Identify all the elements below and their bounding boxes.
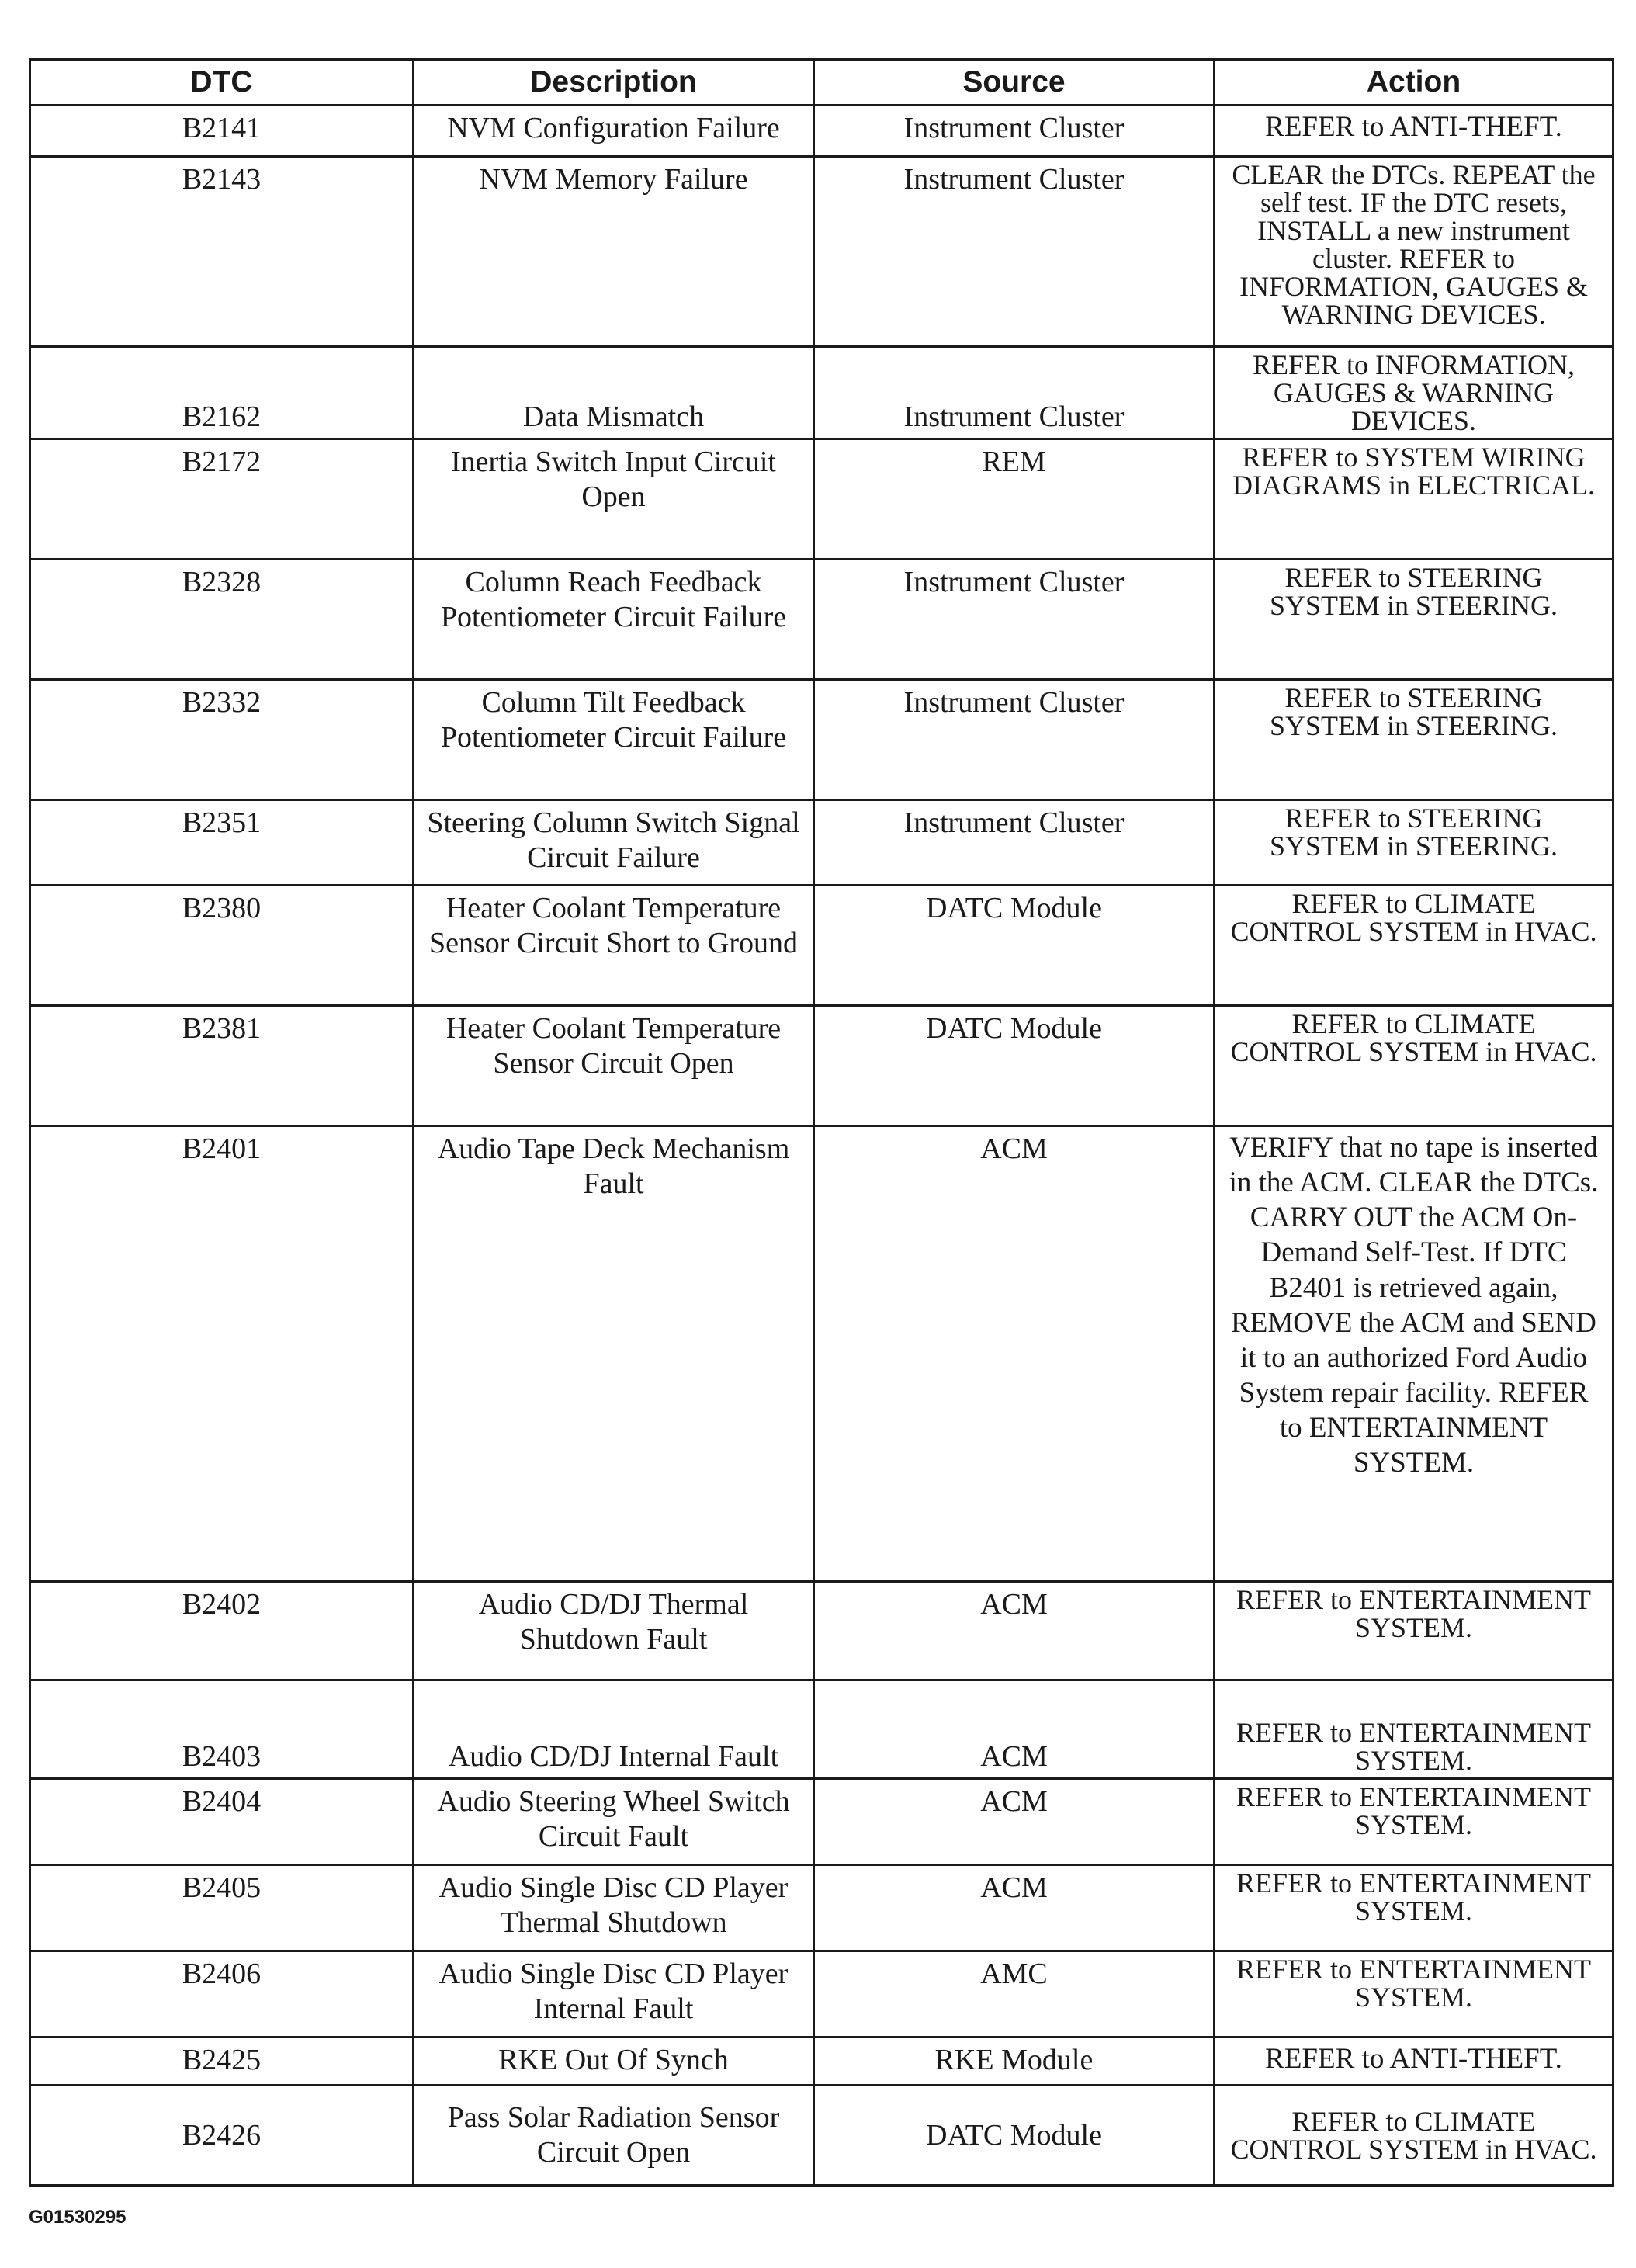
dtc-source: Instrument Cluster bbox=[814, 157, 1215, 347]
dtc-source: Instrument Cluster bbox=[814, 560, 1215, 680]
dtc-action: REFER to STEERING SYSTEM in STEERING. bbox=[1215, 680, 1613, 800]
dtc-description: Audio CD/DJ Thermal Shutdown Fault bbox=[414, 1582, 814, 1680]
dtc-description: Audio Steering Wheel Switch Circuit Fault bbox=[414, 1779, 814, 1865]
dtc-source: ACM bbox=[814, 1779, 1215, 1865]
dtc-action: REFER to CLIMATE CONTROL SYSTEM in HVAC. bbox=[1215, 886, 1613, 1006]
dtc-source: Instrument Cluster bbox=[814, 347, 1215, 439]
dtc-source: ACM bbox=[814, 1680, 1215, 1779]
dtc-code: B2425 bbox=[30, 2037, 414, 2086]
dtc-code: B2403 bbox=[30, 1680, 414, 1779]
dtc-description: Inertia Switch Input Circuit Open bbox=[414, 439, 814, 560]
dtc-table bbox=[29, 58, 1614, 2187]
dtc-code: B2406 bbox=[30, 1951, 414, 2037]
dtc-action: REFER to STEERING SYSTEM in STEERING. bbox=[1215, 800, 1613, 886]
table-row bbox=[30, 106, 1613, 157]
dtc-action: CLEAR the DTCs. REPEAT the self test. IF the DTC resets, INSTALL a new instrument cluster. REFER to INFORMATION, GAUGES & WARNING DEVICES. bbox=[1215, 157, 1613, 347]
table-row bbox=[30, 560, 1613, 680]
dtc-code: B2401 bbox=[30, 1126, 414, 1582]
table-row bbox=[30, 800, 1613, 886]
dtc-code: B2141 bbox=[30, 106, 414, 157]
dtc-source: Instrument Cluster bbox=[814, 680, 1215, 800]
dtc-code: B2404 bbox=[30, 1779, 414, 1865]
dtc-action: REFER to ENTERTAINMENT SYSTEM. bbox=[1215, 1680, 1613, 1779]
dtc-code: B2402 bbox=[30, 1582, 414, 1680]
dtc-description: Column Tilt Feedback Potentiometer Circuit Failure bbox=[414, 680, 814, 800]
header-description: Description bbox=[414, 60, 814, 106]
dtc-source: ACM bbox=[814, 1865, 1215, 1951]
dtc-description: Heater Coolant Temperature Sensor Circuit Open bbox=[414, 1006, 814, 1126]
dtc-action: VERIFY that no tape is inserted in the ACM. CLEAR the DTCs. CARRY OUT the ACM On-Demand Self-Test. If DTC B2401 is retrieved again, REMOVE the ACM and SEND it to an authorized Ford Audio System repair facility. REFER to ENTERTAINMENT SYSTEM. bbox=[1215, 1126, 1613, 1582]
dtc-description: Audio CD/DJ Internal Fault bbox=[414, 1680, 814, 1779]
table-row bbox=[30, 439, 1613, 560]
dtc-source: Instrument Cluster bbox=[814, 106, 1215, 157]
dtc-source: DATC Module bbox=[814, 1006, 1215, 1126]
dtc-code: B2328 bbox=[30, 560, 414, 680]
table-row bbox=[30, 1582, 1613, 1680]
dtc-action: REFER to ANTI-THEFT. bbox=[1215, 106, 1613, 157]
dtc-code: B2162 bbox=[30, 347, 414, 439]
dtc-code: B2332 bbox=[30, 680, 414, 800]
dtc-source: ACM bbox=[814, 1126, 1215, 1582]
dtc-action: REFER to SYSTEM WIRING DIAGRAMS in ELECTRICAL. bbox=[1215, 439, 1613, 560]
dtc-action: REFER to ENTERTAINMENT SYSTEM. bbox=[1215, 1779, 1613, 1865]
table-row bbox=[30, 1006, 1613, 1126]
table-row bbox=[30, 1951, 1613, 2037]
dtc-action: REFER to CLIMATE CONTROL SYSTEM in HVAC. bbox=[1215, 1006, 1613, 1126]
dtc-description: NVM Configuration Failure bbox=[414, 106, 814, 157]
table-row bbox=[30, 2037, 1613, 2086]
table-row bbox=[30, 1126, 1613, 1582]
dtc-action: REFER to CLIMATE CONTROL SYSTEM in HVAC. bbox=[1215, 2086, 1613, 2186]
header-row bbox=[30, 60, 1613, 106]
header-dtc: DTC bbox=[30, 60, 414, 106]
dtc-action: REFER to ENTERTAINMENT SYSTEM. bbox=[1215, 1865, 1613, 1951]
dtc-action: REFER to INFORMATION, GAUGES & WARNING DEVICES. bbox=[1215, 347, 1613, 439]
table-row bbox=[30, 2086, 1613, 2186]
table-row bbox=[30, 347, 1613, 439]
dtc-source: DATC Module bbox=[814, 886, 1215, 1006]
dtc-code: B2143 bbox=[30, 157, 414, 347]
header-source: Source bbox=[814, 60, 1215, 106]
figure-id: G01530295 bbox=[29, 2207, 127, 2228]
dtc-code: B2172 bbox=[30, 439, 414, 560]
dtc-action: REFER to STEERING SYSTEM in STEERING. bbox=[1215, 560, 1613, 680]
dtc-code: B2380 bbox=[30, 886, 414, 1006]
dtc-description: Pass Solar Radiation Sensor Circuit Open bbox=[414, 2086, 814, 2186]
dtc-source: DATC Module bbox=[814, 2086, 1215, 2186]
dtc-source: AMC bbox=[814, 1951, 1215, 2037]
dtc-source: RKE Module bbox=[814, 2037, 1215, 2086]
dtc-description: Audio Single Disc CD Player Thermal Shutdown bbox=[414, 1865, 814, 1951]
header-action: Action bbox=[1215, 60, 1613, 106]
table-body bbox=[30, 106, 1613, 2186]
dtc-source: REM bbox=[814, 439, 1215, 560]
dtc-action: REFER to ANTI-THEFT. bbox=[1215, 2037, 1613, 2086]
dtc-description: Audio Tape Deck Mechanism Fault bbox=[414, 1126, 814, 1582]
dtc-description: Data Mismatch bbox=[414, 347, 814, 439]
dtc-code: B2405 bbox=[30, 1865, 414, 1951]
table-row bbox=[30, 680, 1613, 800]
dtc-description: Audio Single Disc CD Player Internal Fault bbox=[414, 1951, 814, 2037]
dtc-description: Column Reach Feedback Potentiometer Circuit Failure bbox=[414, 560, 814, 680]
table-row bbox=[30, 1865, 1613, 1951]
dtc-source: Instrument Cluster bbox=[814, 800, 1215, 886]
dtc-action: REFER to ENTERTAINMENT SYSTEM. bbox=[1215, 1582, 1613, 1680]
table-row bbox=[30, 1779, 1613, 1865]
table-row bbox=[30, 1680, 1613, 1779]
dtc-code: B2426 bbox=[30, 2086, 414, 2186]
dtc-code: B2351 bbox=[30, 800, 414, 886]
table-row bbox=[30, 157, 1613, 347]
table-header bbox=[30, 60, 1613, 106]
dtc-description: RKE Out Of Synch bbox=[414, 2037, 814, 2086]
table-row bbox=[30, 886, 1613, 1006]
dtc-description: Heater Coolant Temperature Sensor Circuit Short to Ground bbox=[414, 886, 814, 1006]
dtc-source: ACM bbox=[814, 1582, 1215, 1680]
dtc-code: B2381 bbox=[30, 1006, 414, 1126]
dtc-description: Steering Column Switch Signal Circuit Failure bbox=[414, 800, 814, 886]
dtc-action: REFER to ENTERTAINMENT SYSTEM. bbox=[1215, 1951, 1613, 2037]
dtc-description: NVM Memory Failure bbox=[414, 157, 814, 347]
